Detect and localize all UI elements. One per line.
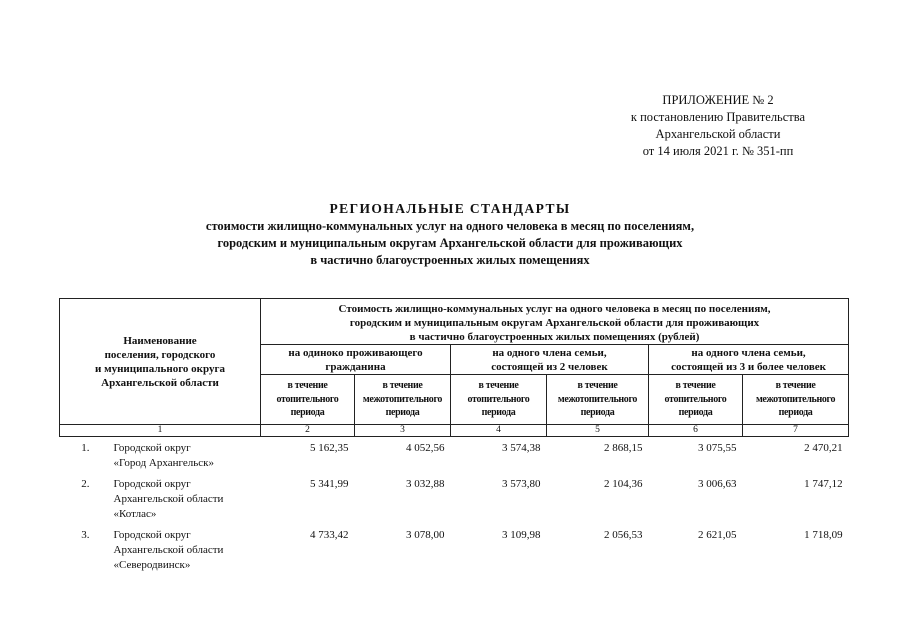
heating-period-header <box>649 375 743 425</box>
value-cell: 3 573,80 <box>502 478 541 490</box>
document-subtitle-line: городским и муниципальным округам Архангельской области для проживающих <box>217 236 683 250</box>
column-number: 5 <box>547 425 649 437</box>
settlement-cell-layout <box>60 441 261 471</box>
header-line: Наименование <box>123 334 197 347</box>
header-line: периода <box>385 407 420 419</box>
settlement-name <box>108 441 261 471</box>
header-line: состоящей из 2 человек <box>491 360 608 373</box>
value-cell: 2 104,36 <box>604 478 643 490</box>
settlement-name-line: «Котлас» <box>113 508 157 520</box>
value-cell: 3 109,98 <box>502 529 541 541</box>
header-line: Архангельской области <box>101 376 219 389</box>
header-line: периода <box>481 407 516 419</box>
value-cell: 2 056,53 <box>604 529 643 541</box>
header-line: поселения, городского <box>104 348 216 361</box>
settlement-name <box>108 528 261 573</box>
settlement-name-line: Городской округ <box>113 478 191 490</box>
value-cell: 5 341,99 <box>310 478 349 490</box>
value-cell: 1 747,12 <box>804 478 843 490</box>
header-line: и муниципального округа <box>95 362 225 375</box>
row-number: 1. <box>81 442 90 454</box>
settlement-name-line: Городской округ <box>113 442 191 454</box>
value-cell: 3 078,00 <box>406 529 445 541</box>
value-cell: 3 075,55 <box>698 442 737 454</box>
header-line: на одиноко проживающего <box>288 346 423 359</box>
table-row <box>60 437 849 474</box>
header-line: на одного члена семьи, <box>691 346 806 359</box>
settlement-name <box>108 477 261 522</box>
value-cell: 3 006,63 <box>698 478 737 490</box>
value-cell: 1 718,09 <box>804 529 843 541</box>
column-number: 3 <box>355 425 451 437</box>
row-number: 2. <box>81 478 90 490</box>
document-subtitle-line: стоимости жилищно-коммунальных услуг на одного человека в месяц по поселениям, <box>205 219 695 233</box>
settlement-name-line: «Город Архангельск» <box>113 457 214 469</box>
group-header-single <box>261 345 451 375</box>
appendix-date: от 14 июля 2021 г. № 351-пп <box>642 144 794 158</box>
settlement-name-line: «Северодвинск» <box>113 559 191 571</box>
column-number: 4 <box>451 425 547 437</box>
value-cell: 3 574,38 <box>502 442 541 454</box>
settlement-cell <box>60 524 261 575</box>
settlement-cell-layout <box>60 528 261 573</box>
header-line: межотопительного <box>362 393 443 405</box>
header-line: в частично благоустроенных жилых помещениях (рублей) <box>409 331 700 343</box>
settlement-name-line: Архангельской области <box>113 493 224 505</box>
heating-period-header <box>261 375 355 425</box>
nonheating-period-header <box>743 375 849 425</box>
cost-header <box>261 299 849 345</box>
settlement-name-line: Архангельской области <box>113 544 224 556</box>
value-cell: 5 162,35 <box>310 442 349 454</box>
table-row <box>60 524 849 575</box>
header-line: периода <box>678 407 713 419</box>
settlement-name-header <box>60 299 261 425</box>
header-line: межотопительного <box>557 393 638 405</box>
header-line: Стоимость жилищно-коммунальных услуг на одного человека в месяц по поселениям, <box>338 303 771 315</box>
column-number: 2 <box>261 425 355 437</box>
document-subtitle-line: в частично благоустроенных жилых помещениях <box>310 253 590 267</box>
heating-period-header <box>451 375 547 425</box>
appendix-resolution: к постановлению Правительства <box>630 110 806 124</box>
column-number: 1 <box>60 425 261 437</box>
value-cell: 2 470,21 <box>804 442 843 454</box>
header-line: городским и муниципальным округам Архангельской области для проживающих <box>349 317 760 329</box>
row-number: 3. <box>81 529 90 541</box>
appendix-block <box>608 92 828 160</box>
header-line: в течение <box>287 380 328 392</box>
settlement-cell-layout <box>60 477 261 522</box>
value-cell: 3 032,88 <box>406 478 445 490</box>
table-row <box>60 473 849 524</box>
header-line: периода <box>290 407 325 419</box>
settlement-name-line: Городской округ <box>113 529 191 541</box>
header-line: в течение <box>577 380 618 392</box>
value-cell: 2 621,05 <box>698 529 737 541</box>
header-line: отопительного <box>467 393 530 405</box>
header-line: в течение <box>675 380 716 392</box>
header-line: периода <box>580 407 615 419</box>
value-cell: 4 052,56 <box>406 442 445 454</box>
header-line: гражданина <box>325 360 386 373</box>
header-line: отопительного <box>276 393 339 405</box>
header-line: отопительного <box>664 393 727 405</box>
header-line: периода <box>778 407 813 419</box>
group-header-family-2 <box>451 345 649 375</box>
nonheating-period-header <box>547 375 649 425</box>
settlement-cell <box>60 473 261 524</box>
header-line: в течение <box>478 380 519 392</box>
document-heading <box>140 200 760 269</box>
header-line: в течение <box>382 380 423 392</box>
column-number: 7 <box>743 425 849 437</box>
value-cell: 2 868,15 <box>604 442 643 454</box>
header-line: в течение <box>775 380 816 392</box>
header-line: межотопительного <box>755 393 836 405</box>
value-cell: 4 733,42 <box>310 529 349 541</box>
group-header-family-3 <box>649 345 849 375</box>
column-number: 6 <box>649 425 743 437</box>
nonheating-period-header <box>355 375 451 425</box>
header-line: состоящей из 3 и более человек <box>671 360 826 373</box>
settlement-cell <box>60 437 261 474</box>
document-title: РЕГИОНАЛЬНЫЕ СТАНДАРТЫ <box>329 201 571 216</box>
appendix-region: Архангельской области <box>655 127 781 141</box>
standards-table <box>59 298 849 575</box>
appendix-title: ПРИЛОЖЕНИЕ № 2 <box>662 93 774 107</box>
column-numbers-row <box>60 425 849 437</box>
header-line: на одного члена семьи, <box>492 346 607 359</box>
